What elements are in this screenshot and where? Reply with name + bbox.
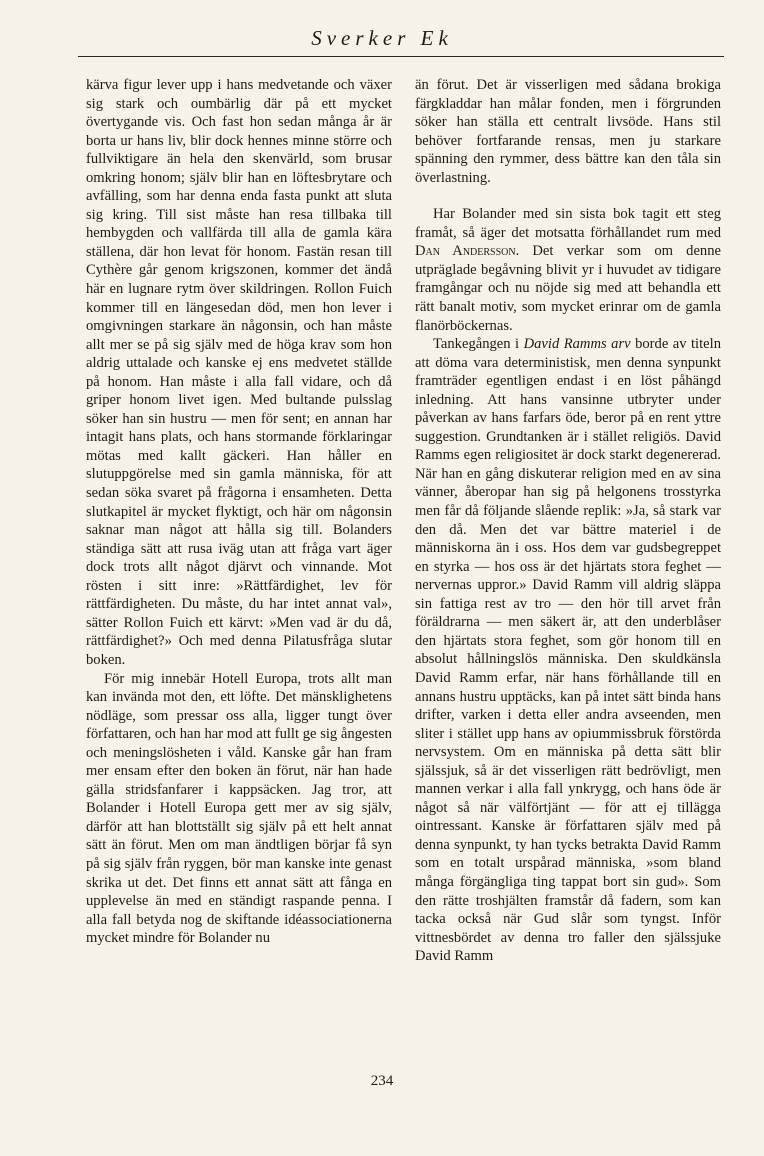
- author-name-dan-andersson: Dan Andersson: [415, 243, 516, 260]
- right-paragraph-2: [415, 205, 721, 335]
- left-column: [86, 76, 392, 948]
- book-title-david-ramms-arv: David Ramms arv: [523, 336, 631, 353]
- right-paragraph-2-text-b: . Det verkar som om denne utpräglade begåvning blivit yr i huvudet av tidigare framgångar och nu nöjde sig med att behandla ett rätt banalt motiv, som mycket erinrar om de gamla flanörböckernas.: [415, 243, 721, 334]
- right-paragraph-1: än förut. Det är visserligen med sådana brokiga färgkladdar han målar fonden, men i förgrunden söker han ställa ett centralt livsöde. Hans stil behöver fortfarande rensas, men ju starkare spänning den rymmer, dess bättre kan den tåla sin överlastning.: [415, 77, 721, 186]
- header-rule: [78, 56, 724, 57]
- right-paragraph-3-text-b: borde av titeln att döma vara deterministisk, men denna synpunkt framträder egentligen endast i en löst påhängd inledning. Att hans vansinne utbryter under påverkan av hans farfars öde, beror på en rent yttre suggestion. Grundtanken är i stället religiös. David Ramms egen religiositet är dock starkt degenererad. När han en gång diskuterar religion med en av sina vänner, åberopar han sig på helgonens trosstyrka men får då följande slående replik: »Ja, så stark var den då. Men det var bättre materiel i de människorna än i oss. Hos dem var gudsbegreppet en styrka — hos oss är det hjärtats stora feghet — nervernas uppror.» David Ramm vill aldrig släppa sin fattiga rest av tro — den hör till arvet från föräldrarna — men säkert är, att den underblåser den hjärtats stora feghet, som gör honom till en absolut hållningslös människa. Den skuldkänsla David Ramm erfar, när hans förhållande till en annans hustru upptäcks, kan på intet sätt binda hans drifter, varken i detta eller andra avseenden, men sliter i stället upp hans av opiummissbruk förstörda nervsystem. Om en människa på detta sätt blir själssjuk, så är det visserligen rätt bedrövligt, men mannen verkar i alla fall ynkrygg, och hans öde är något så när välförtjänt — för att ej tillägga ointressant. Kanske är författaren själv med på denna synpunkt, ty han tycks betrakta David Ramm som en totalt urspårad människa, »som bland många förgängliga ting tappat bort sin gud». Som den rätte troshjälten framstår då fadern, som kan tacka också när Gud slår som tyngst. Inför vittnesbördet av denna tro faller den själssjuke David Ramm: [415, 336, 722, 965]
- page-number: 234: [370, 1073, 394, 1089]
- running-head-author: Sverker Ek: [311, 26, 453, 50]
- left-paragraph-2: För mig innebär Hotell Europa, trots allt man kan invända mot den, ett löfte. Det mänsklighetens nödläge, som pressar oss alla, ligger tungt över författaren, och han har mod att fullt ge sig ångesten och meningslösheten i våld. Kanske går han fram mer ensam efter den boken än förut, när han hade gälla stridsfanfarer i kappsäcken. Jag tror, att Bolander i Hotell Europa gett mer av sig själv, därför att han blottställt sig själv på ett helt annat sätt än förut. Men om man ändtligen börjar få syn på sig själv från ryggen, bör man kanske inte genast skrika ut det. Det finns ett annat sätt att fånga en upplevelse än med en ständigt raspande penna. I alla fall betyda nog de skiftande idéassociationerna mycket mindre för Bolander nu: [86, 670, 392, 947]
- right-paragraph-2-text-a: Har Bolander med sin sista bok tagit ett steg framåt, så äger det motsatta förhållandet rum med: [415, 206, 721, 241]
- right-paragraph-3-text-a: Tankegången i: [433, 336, 524, 353]
- right-column: [415, 76, 721, 966]
- left-paragraph-1: kärva figur lever upp i hans medvetande och växer sig stark och oumbärlig där på ett mycket övertygande vis. Och fast hon sedan många år är borta ur hans liv, blir dock hennes minne större och fullviktigare än hela den skenvärld, som brusar omkring honom; själv blir han en löftesbrytare och avfälling, som har denna enda fasta punkt att sluta sig kring. Till sist måste han resa tillbaka till hembygden och vallfärda till alla de gamla kära ställena, där hon levat för honom. Fastän resan till Cythère går genom krigszonen, kommer det ändå här en lugnare rytm över skildringen. Rollon Fuich kommer till en längesedan död, men hon lever i omgivningen starkare än någonsin, och han måste allt mer se på sig själv med de höga krav som hon aldrig uttalade och kanske ej ens medvetet ställde på honom. Han måste i alla fall vidare, och då griper honom livet igen. Med bultande pulsslag söker han sin hustru — men för sent; en annan har intagit hans plats, och hans stormande förklaringar mötas med kallt gäckeri. Han håller en slutuppgörelse med sin gamla människa, för att sedan söka svaret på frågorna i ensamheten. Detta slutkapitel är mycket flyktigt, och här om någonsin saknar man något att hålla sig till. Bolanders ständiga sätt att rusa iväg utan att fråga vart äger dock trots allt något djärvt och vinnande. Mot rösten i sitt inre: »Rättfärdighet, lev för rättfärdigheten. Du måste, du har intet annat val», sätter Rollon Fuich ett kärvt: »Men vad är du då, rättfärdighet?» Och med denna Pilatusfråga slutar boken.: [86, 77, 392, 668]
- right-paragraph-3: [415, 335, 721, 966]
